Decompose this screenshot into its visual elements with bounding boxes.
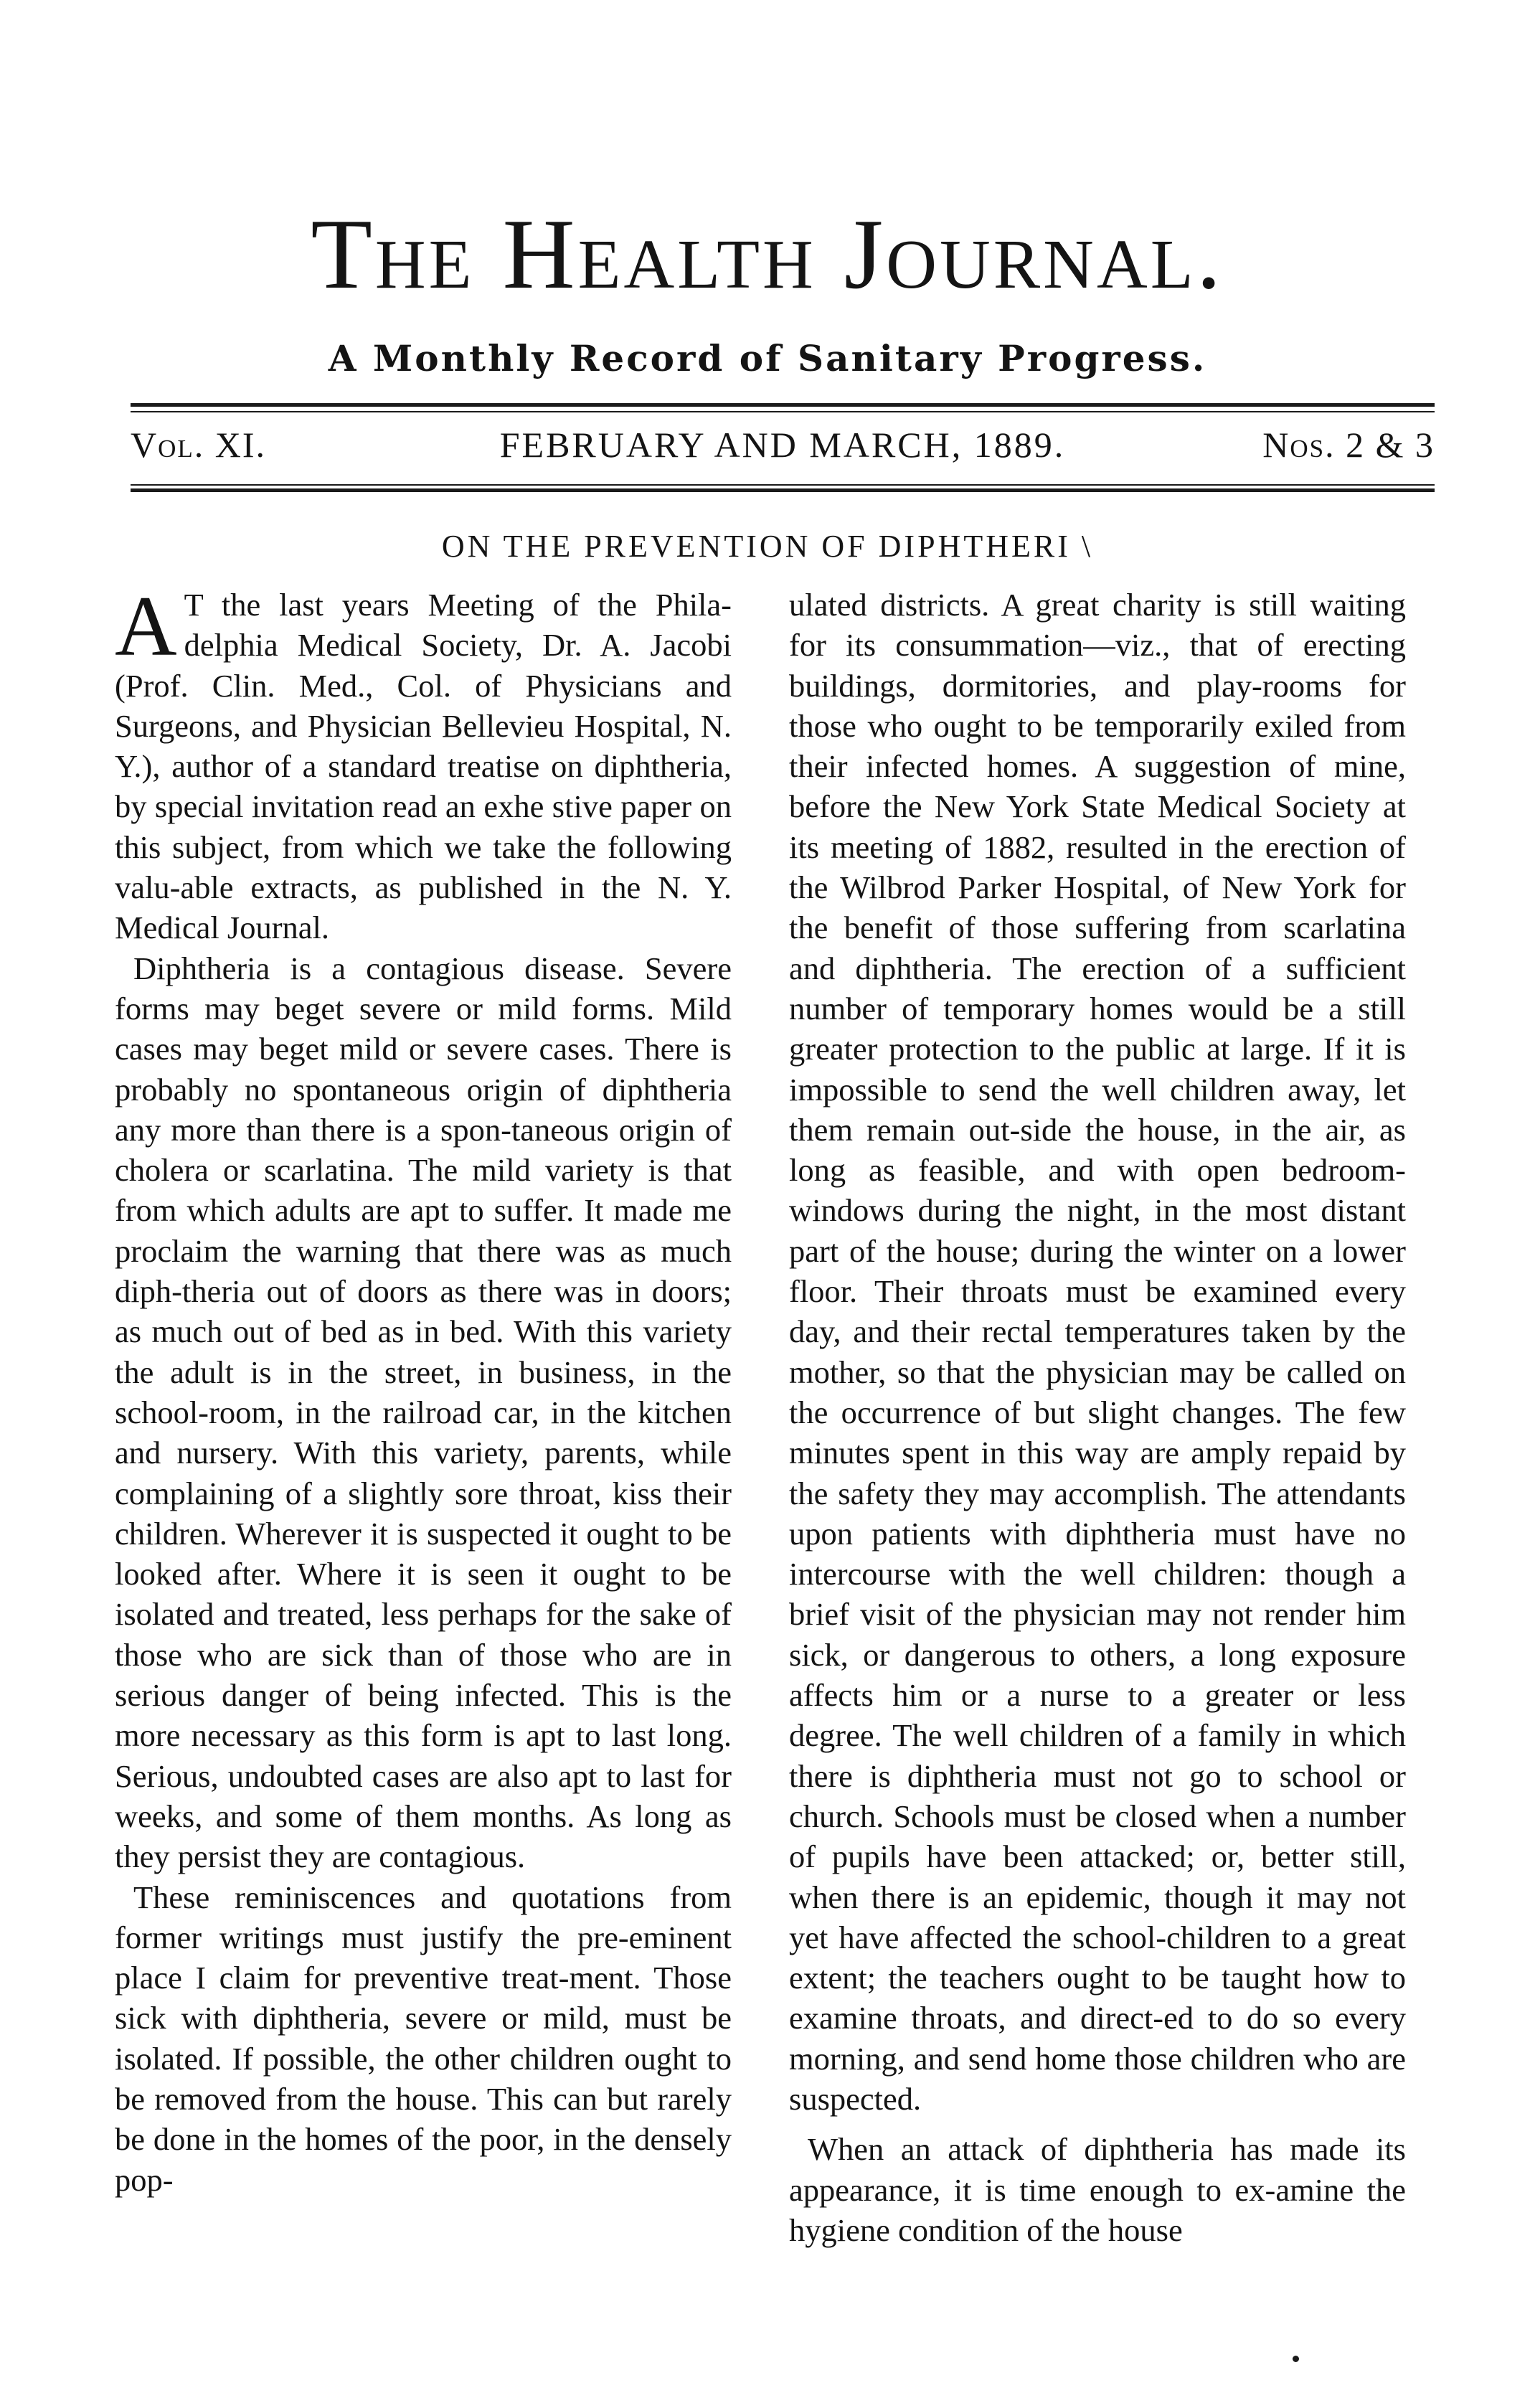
drop-cap: A [115, 585, 177, 674]
header-rule-thin [131, 411, 1435, 412]
subheader-rule-thick [131, 488, 1435, 492]
issue-numbers: Nos. 2 & 3 [1262, 425, 1435, 465]
article-paragraph: Diphtheria is a contagious disease. Severe forms may beget severe or mild forms. Mild cases may beget mild or severe cases. There is probably no spontaneous origin of diphtheria any more than there is a spon-taneous origin of cholera or scarlatina. The mild variety is that from which adults are apt to suffer. It made me proclaim the warning that there was as much diph-theria out of doors as there was in doors; as much out of bed as in bed. With this variety the adult is in the street, in business, in the school-room, in the railroad car, in the kitchen and nursery. With this variety, parents, while complaining of a slightly sore throat, kiss their children. Wherever it is suspected it ought to be looked after. Where it is seen it ought to be isolated and treated, less perhaps for the sake of those who are sick than of those who are in serious danger of being infected. This is the more necessary as this form is apt to last long. Serious, undoubted cases are also apt to last for weeks, and some of them months. As long as they persist they are contagious. [115, 950, 732, 1875]
article-column-right [789, 585, 1406, 2342]
article-paragraph [115, 585, 732, 948]
volume-label: Vol. XI. [131, 425, 267, 465]
subheader-rule-thin [131, 484, 1435, 486]
issue-line [131, 420, 1435, 470]
page-mark-dot [1293, 2356, 1299, 2362]
article-column-left [115, 585, 732, 2342]
article-paragraph: These reminiscences and quotations from former writings must justify the pre-eminent place I claim for preventive treat-ment. Those sick with diphtheria, severe or mild, must be isolated. If possible, the other children ought to be removed from the house. This can but rarely be done in the homes of the poor, in the densely pop- [115, 1879, 732, 2198]
masthead-subtitle: A Monthly Record of Sanitary Progress. [328, 337, 1207, 379]
article-paragraph: When an attack of diphtheria has made its appearance, it is time enough to ex-amine the hygiene condition of the house [789, 2131, 1406, 2248]
header-rule-thick [131, 403, 1435, 407]
article-paragraph: ulated districts. A great charity is still waiting for its consummation—viz., that of erecting buildings, dormitories, and play-rooms for those who ought to be temporarily exiled from their infected homes. A suggestion of mine, before the New York State Medical Society at its meeting of 1882, resulted in the erection of the Wilbrod Parker Hospital, of New York for the benefit of those suffering from scarlatina and diphtheria. The erection of a sufficient number of temporary homes would be a still greater protection to the public at large. If it is impossible to send the well children away, let them remain out-side the house, in the air, as long as feasible, and with open bedroom-windows during the night, in the most distant part of the house; during the winter on a lower floor. Their throats must be examined every day, and their rectal temperatures taken by the mother, so that the physician may be called on the occurrence of but slight changes. The few minutes spent in this way are amply repaid by the safety they may accomplish. The attendants upon patients with diphtheria must have no intercourse with the well children: though a brief visit of the physician may not render him sick, or dangerous to others, a long exposure affects him or a nurse to a greater or less degree. The well children of a family in which there is diphtheria must not go to school or church. Schools must be closed when a number of pupils have been attacked; or, better still, when there is an epidemic, though it may not yet have affected the school-children to a great extent; the teachers ought to be taught how to examine throats, and direct-ed to do so every morning, and send home those children who are suspected. [789, 587, 1406, 2117]
paragraph-text: T the last years Meeting of the Phila-delphia Medical Society, Dr. A. Jacobi (Prof. Clin. Med., Col. of Physicians and Surgeons, and Physician Bellevieu Hospital, N. Y.), author of a standard treatise on diphtheria, by special invitation read an exhe stive paper on this subject, from which we take the following valu-able extracts, as published in the N. Y. Medical Journal. [115, 587, 732, 946]
article-title: ON THE PREVENTION OF DIPHTHERI \ [441, 529, 1094, 564]
issue-date: FEBRUARY AND MARCH, 1889. [499, 425, 1066, 465]
masthead-title: The Health Journal. [311, 199, 1224, 310]
